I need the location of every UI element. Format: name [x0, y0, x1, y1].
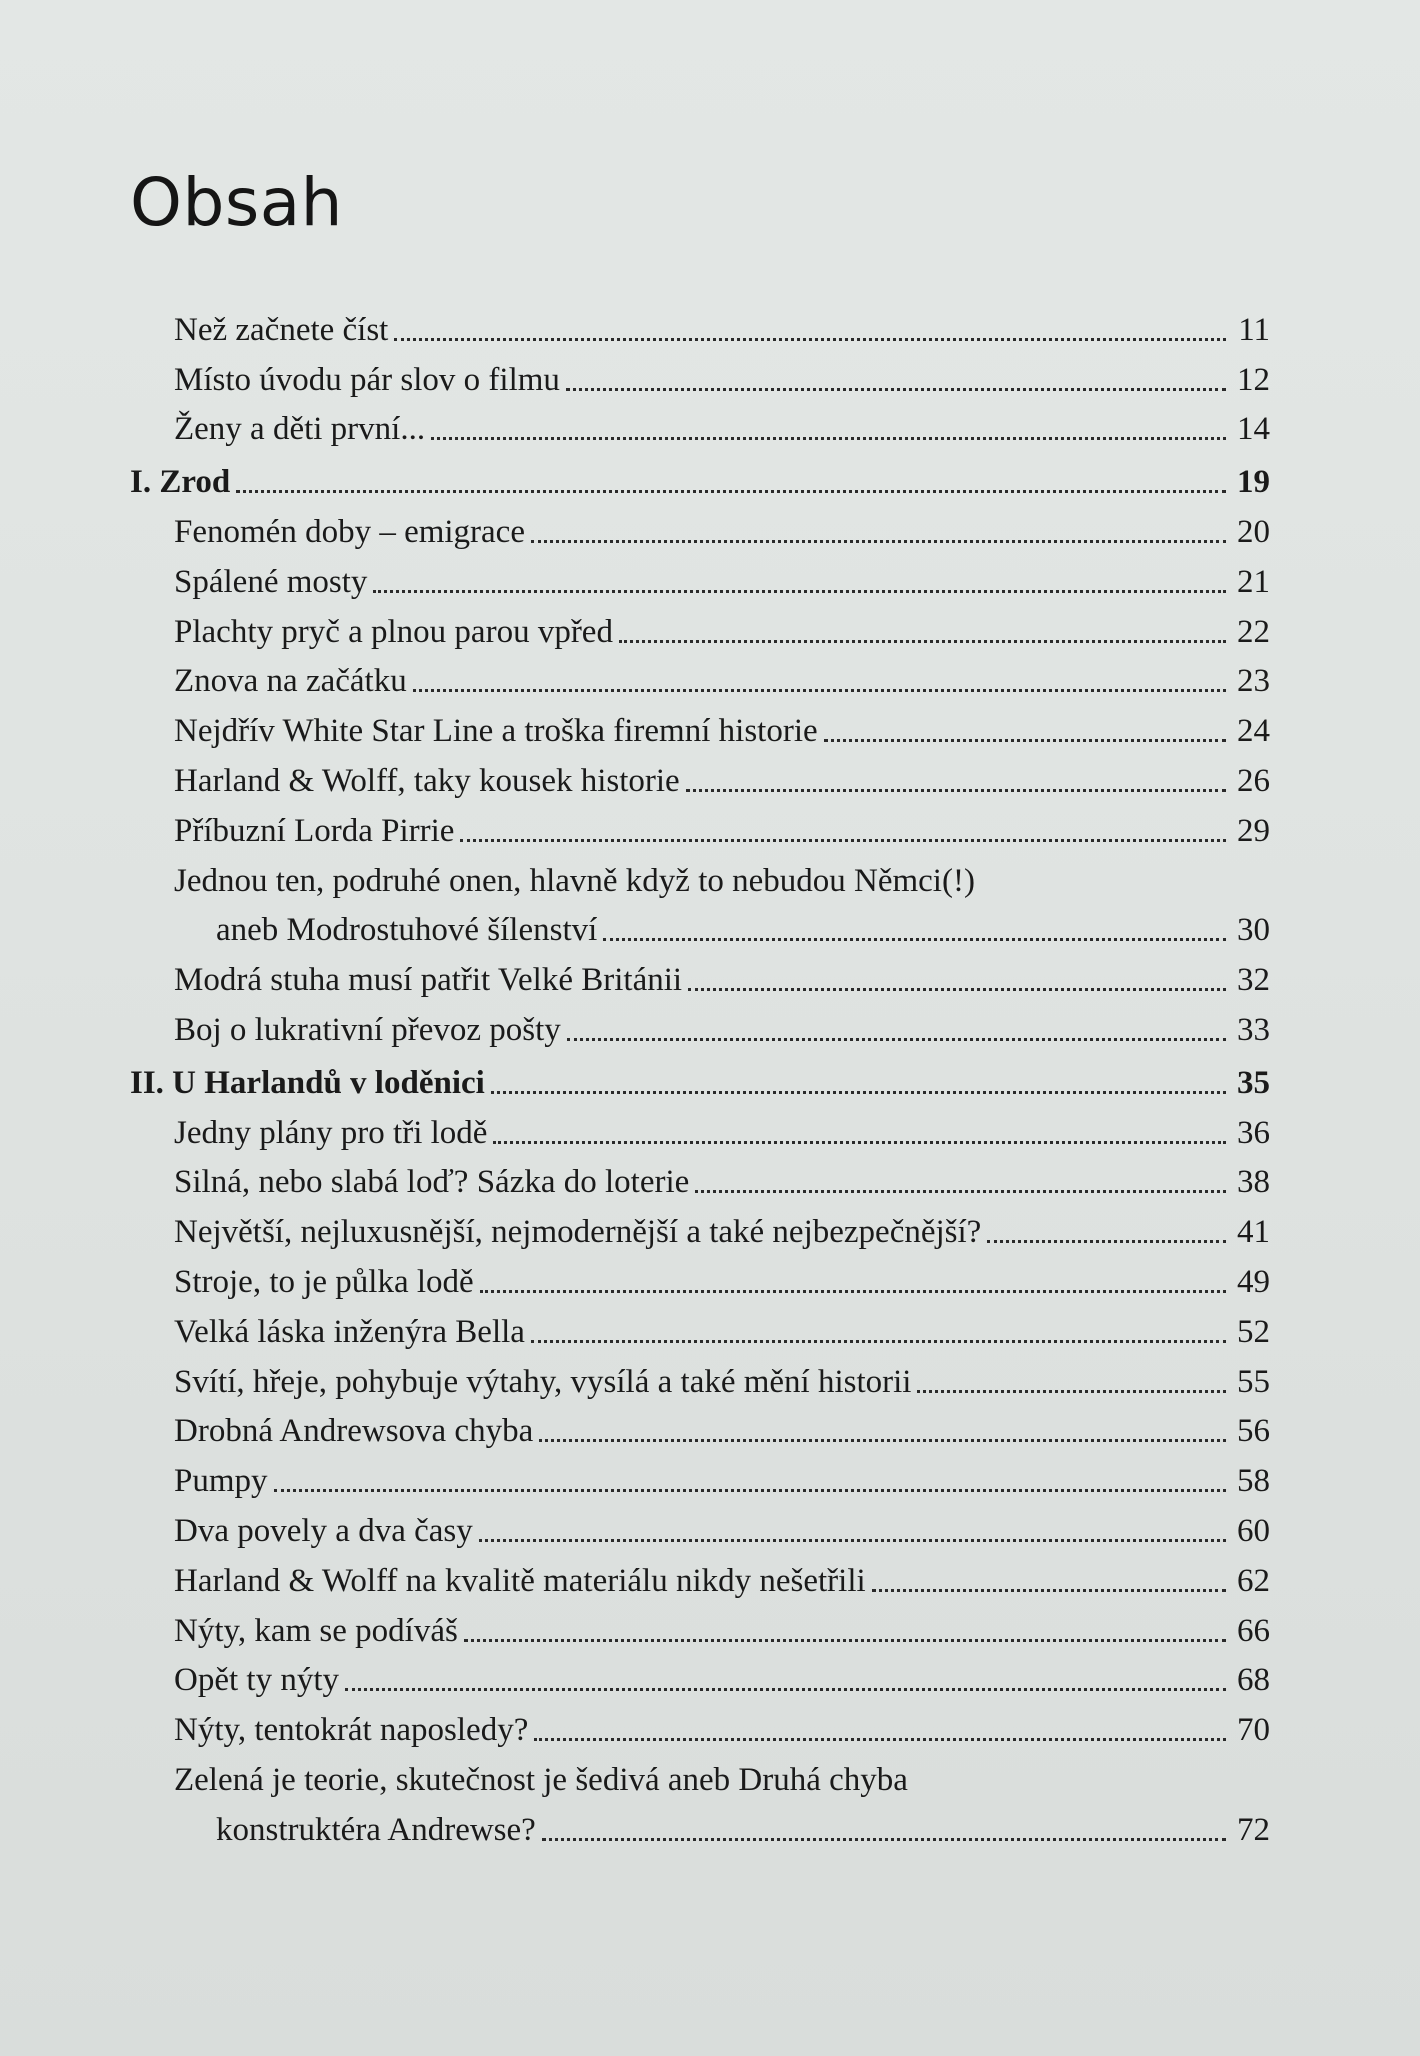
toc-entry-title: Harland & Wolff, taky kousek historie: [174, 762, 680, 799]
toc-entry-title: Modrá stuha musí patřit Velké Británii: [174, 962, 683, 999]
toc-entry: [130, 1402, 1270, 1452]
table-of-contents: [130, 300, 1270, 1850]
toc-entry-page: 23: [1237, 663, 1270, 700]
toc-entry: [130, 1000, 1270, 1050]
leader-dots: [480, 1290, 1226, 1293]
toc-entry-page: 52: [1237, 1313, 1270, 1350]
toc-entry-title: Příbuzní Lorda Pirrie: [174, 812, 455, 849]
toc-entry: [130, 1651, 1270, 1701]
leader-dots: [872, 1589, 1226, 1592]
toc-entry-page: 60: [1237, 1512, 1270, 1549]
toc-entry-page: 58: [1237, 1463, 1270, 1500]
toc-entry-title: Plachty pryč a plnou parou vpřed: [174, 613, 613, 650]
toc-entry-page: 35: [1237, 1064, 1270, 1101]
toc-entry: [130, 502, 1270, 552]
toc-entry: [130, 1352, 1270, 1402]
toc-entry-title: Silná, nebo slabá loď? Sázka do loterie: [174, 1164, 690, 1201]
toc-entry-title: konstruktéra Andrewse?: [216, 1811, 536, 1848]
toc-entry-title: aneb Modrostuhové šílenství: [216, 912, 598, 949]
toc-entry-page: 29: [1237, 812, 1270, 849]
toc-entry-title: Fenomén doby – emigrace: [174, 513, 525, 550]
toc-entry: [130, 1451, 1270, 1501]
toc-entry: [130, 1252, 1270, 1302]
toc-entry-title: Nýty, kam se podíváš: [174, 1612, 458, 1649]
toc-entry-title: Spálené mosty: [174, 563, 368, 600]
toc-entry: [130, 1103, 1270, 1153]
leader-dots: [345, 1688, 1226, 1691]
toc-entry: [130, 751, 1270, 801]
toc-entry: [130, 300, 1270, 350]
toc-entry-title: Pumpy: [174, 1463, 268, 1500]
leader-dots: [603, 938, 1226, 941]
toc-entry-page: 49: [1237, 1263, 1270, 1300]
leader-dots: [531, 1340, 1226, 1343]
leader-dots: [539, 1439, 1226, 1442]
toc-entry-page: 30: [1237, 912, 1270, 949]
toc-part-heading: [130, 452, 1270, 502]
toc-entry-title: II. U Harlandů v loděnici: [130, 1064, 485, 1101]
toc-entry: [130, 552, 1270, 602]
leader-dots: [534, 1738, 1226, 1741]
toc-entry-page: 66: [1237, 1612, 1270, 1649]
toc-entry: [130, 1501, 1270, 1551]
leader-dots: [394, 338, 1226, 341]
toc-entry-title: Nejdřív White Star Line a troška firemní historie: [174, 713, 818, 750]
toc-entry-title: Než začnete číst: [174, 311, 389, 348]
leader-dots: [987, 1240, 1226, 1243]
toc-entry-title: Svítí, hřeje, pohybuje výtahy, vysílá a také mění historii: [174, 1363, 912, 1400]
toc-entry-page: 70: [1237, 1712, 1270, 1749]
toc-entry-title: Znova na začátku: [174, 663, 407, 700]
toc-entry-page: 22: [1237, 613, 1270, 650]
toc-entry: [130, 1202, 1270, 1252]
toc-entry-title: Harland & Wolff na kvalitě materiálu nikdy nešetřili: [174, 1562, 866, 1599]
toc-entry-title: Stroje, to je půlka lodě: [174, 1263, 474, 1300]
leader-dots: [431, 437, 1226, 440]
toc-entry: [130, 652, 1270, 702]
toc-entry-page: 62: [1237, 1562, 1270, 1599]
toc-entry: [130, 1153, 1270, 1203]
leader-dots: [479, 1539, 1226, 1542]
toc-entry-page: 26: [1237, 762, 1270, 799]
toc-entry-title: Velká láska inženýra Bella: [174, 1313, 525, 1350]
toc-entry-page: 33: [1237, 1011, 1270, 1048]
toc-entry: [130, 602, 1270, 652]
toc-entry-title: Největší, nejluxusnější, nejmodernější a také nejbezpečnější?: [174, 1214, 982, 1251]
leader-dots: [619, 640, 1226, 643]
toc-entry-page: 32: [1237, 962, 1270, 999]
page-title: Obsah: [130, 164, 344, 241]
toc-entry: [130, 950, 1270, 1000]
leader-dots: [373, 590, 1226, 593]
leader-dots: [695, 1190, 1226, 1193]
toc-entry-page: 11: [1238, 311, 1270, 348]
toc-entry: [130, 801, 1270, 851]
toc-entry-page: 38: [1237, 1164, 1270, 1201]
leader-dots: [531, 540, 1226, 543]
leader-dots: [236, 490, 1226, 493]
toc-entry: [130, 1551, 1270, 1601]
leader-dots: [274, 1489, 1226, 1492]
toc-entry-page: 19: [1237, 464, 1270, 501]
toc-entry-page: 36: [1237, 1114, 1270, 1151]
toc-entry-page: 55: [1237, 1363, 1270, 1400]
leader-dots: [688, 988, 1226, 991]
toc-entry-page: 24: [1237, 713, 1270, 750]
toc-entry-page: 20: [1237, 513, 1270, 550]
toc-entry-title: Dva povely a dva časy: [174, 1512, 473, 1549]
toc-entry-title: Nýty, tentokrát naposledy?: [174, 1712, 529, 1749]
toc-entry-title: Místo úvodu pár slov o filmu: [174, 361, 560, 398]
toc-entry: [130, 400, 1270, 450]
toc-entry-title: Boj o lukrativní převoz pošty: [174, 1011, 561, 1048]
leader-dots: [542, 1838, 1226, 1841]
toc-entry-page: 56: [1237, 1413, 1270, 1450]
leader-dots: [567, 1038, 1226, 1041]
leader-dots: [917, 1390, 1226, 1393]
toc-entry-first-line: [130, 851, 1270, 901]
leader-dots: [491, 1091, 1226, 1094]
toc-entry-title: I. Zrod: [130, 464, 231, 501]
toc-entry: [130, 1601, 1270, 1651]
toc-entry-page: 41: [1237, 1214, 1270, 1251]
toc-entry-title: Drobná Andrewsova chyba: [174, 1413, 534, 1450]
toc-entry-title: Ženy a děti první...: [174, 411, 426, 448]
toc-entry-page: 68: [1237, 1662, 1270, 1699]
leader-dots: [824, 739, 1226, 742]
toc-entry: [130, 1302, 1270, 1352]
leader-dots: [460, 839, 1226, 842]
toc-entry-title: Opět ty nýty: [174, 1662, 339, 1699]
toc-entry-title: Jedny plány pro tři lodě: [174, 1114, 488, 1151]
toc-entry-page: 14: [1237, 411, 1270, 448]
toc-entry-first-line: [130, 1750, 1270, 1800]
toc-entry-page: 12: [1237, 361, 1270, 398]
toc-part-heading: [130, 1053, 1270, 1103]
toc-entry-page: 21: [1237, 563, 1270, 600]
toc-entry: [130, 701, 1270, 751]
toc-entry: [130, 1700, 1270, 1750]
toc-entry-continuation: [130, 901, 1270, 951]
toc-entry: [130, 350, 1270, 400]
leader-dots: [464, 1639, 1226, 1642]
toc-entry-title: Zelená je teorie, skutečnost je šedivá aneb Druhá chyba: [174, 1761, 908, 1798]
toc-entry-continuation: [130, 1800, 1270, 1850]
leader-dots: [413, 689, 1226, 692]
leader-dots: [493, 1141, 1226, 1144]
toc-entry-page: 72: [1237, 1811, 1270, 1848]
leader-dots: [686, 789, 1226, 792]
toc-entry-title: Jednou ten, podruhé onen, hlavně když to nebudou Němci(!): [174, 862, 975, 899]
leader-dots: [566, 388, 1226, 391]
